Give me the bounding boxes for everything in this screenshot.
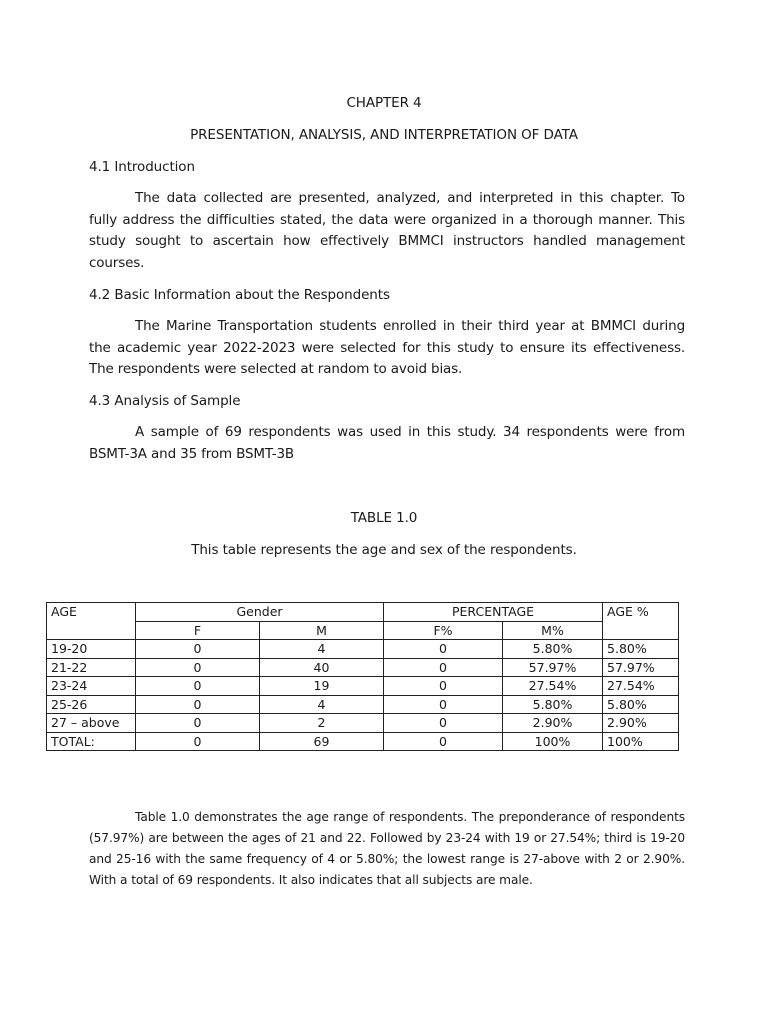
header-age: AGE bbox=[47, 603, 136, 640]
cell-age-percent: 57.97% bbox=[603, 658, 679, 677]
cell-female-percent: 0 bbox=[384, 732, 503, 751]
cell-male: 2 bbox=[260, 714, 384, 733]
cell-female-percent: 0 bbox=[384, 658, 503, 677]
cell-age-percent: 27.54% bbox=[603, 677, 679, 696]
cell-male: 69 bbox=[260, 732, 384, 751]
cell-female: 0 bbox=[136, 714, 260, 733]
cell-age: 23-24 bbox=[47, 677, 136, 696]
cell-age-percent: 100% bbox=[603, 732, 679, 751]
table-row bbox=[47, 695, 679, 714]
chapter-number: CHAPTER 4 bbox=[346, 95, 422, 111]
cell-age: 21-22 bbox=[47, 658, 136, 677]
cell-age: TOTAL: bbox=[47, 732, 136, 751]
chapter-title: PRESENTATION, ANALYSIS, AND INTERPRETATION OF DATA bbox=[190, 127, 578, 143]
cell-male-percent: 5.80% bbox=[503, 640, 603, 659]
table-header-row bbox=[47, 603, 679, 622]
section-heading-respondents: 4.2 Basic Information about the Respondents bbox=[89, 287, 390, 303]
cell-male-percent: 27.54% bbox=[503, 677, 603, 696]
table-row bbox=[47, 714, 679, 733]
header-female-percent: F% bbox=[384, 621, 503, 640]
section-text-introduction: The data collected are presented, analyzed, and interpreted in this chapter. To fully address the difficulties stated, the data were organized in a thorough manner. This study sought to ascertain how effectively BMMCI instructors handled management courses. bbox=[89, 190, 685, 271]
cell-female: 0 bbox=[136, 695, 260, 714]
section-heading-introduction: 4.1 Introduction bbox=[89, 159, 195, 175]
cell-age: 27 – above bbox=[47, 714, 136, 733]
table-total-row bbox=[47, 732, 679, 751]
cell-male-percent: 5.80% bbox=[503, 695, 603, 714]
cell-male: 4 bbox=[260, 640, 384, 659]
cell-female: 0 bbox=[136, 640, 260, 659]
cell-female-percent: 0 bbox=[384, 714, 503, 733]
cell-female: 0 bbox=[136, 732, 260, 751]
cell-age-percent: 2.90% bbox=[603, 714, 679, 733]
section-text-respondents: The Marine Transportation students enrolled in their third year at BMMCI during the academic year 2022-2023 were selected for this study to ensure its effectiveness. The respondents were selected at random to avoid bias. bbox=[89, 318, 685, 377]
cell-female-percent: 0 bbox=[384, 677, 503, 696]
cell-male-percent: 57.97% bbox=[503, 658, 603, 677]
respondents-table bbox=[46, 602, 679, 751]
cell-male-percent: 2.90% bbox=[503, 714, 603, 733]
header-male: M bbox=[260, 621, 384, 640]
cell-age-percent: 5.80% bbox=[603, 695, 679, 714]
section-heading-sample: 4.3 Analysis of Sample bbox=[89, 393, 241, 409]
cell-male: 40 bbox=[260, 658, 384, 677]
cell-female-percent: 0 bbox=[384, 640, 503, 659]
header-gender: Gender bbox=[136, 603, 384, 622]
cell-female-percent: 0 bbox=[384, 695, 503, 714]
table-row bbox=[47, 640, 679, 659]
table-row bbox=[47, 658, 679, 677]
cell-female: 0 bbox=[136, 658, 260, 677]
table-discussion: Table 1.0 demonstrates the age range of respondents. The preponderance of respondents (57.97%) are between the ages of 21 and 22. Followed by 23-24 with 19 or 27.54%; third is 19-20 and 25-16 with the same frequency of 4 or 5.80%; the lowest range is 27-above with 2 or 2.90%. With a total of 69 respondents. It also indicates that all subjects are male. bbox=[89, 810, 685, 887]
cell-age: 19-20 bbox=[47, 640, 136, 659]
header-age-percent: AGE % bbox=[603, 603, 679, 640]
section-text-sample: A sample of 69 respondents was used in this study. 34 respondents were from BSMT-3A and 35 from BSMT-3B bbox=[89, 424, 685, 462]
cell-age: 25-26 bbox=[47, 695, 136, 714]
cell-male: 4 bbox=[260, 695, 384, 714]
header-male-percent: M% bbox=[503, 621, 603, 640]
cell-male-percent: 100% bbox=[503, 732, 603, 751]
cell-male: 19 bbox=[260, 677, 384, 696]
header-female: F bbox=[136, 621, 260, 640]
table-label: TABLE 1.0 bbox=[350, 510, 418, 526]
header-percentage: PERCENTAGE bbox=[384, 603, 603, 622]
cell-age-percent: 5.80% bbox=[603, 640, 679, 659]
table-row bbox=[47, 677, 679, 696]
table-caption: This table represents the age and sex of the respondents. bbox=[191, 542, 577, 558]
cell-female: 0 bbox=[136, 677, 260, 696]
table-subheader-row bbox=[47, 621, 679, 640]
